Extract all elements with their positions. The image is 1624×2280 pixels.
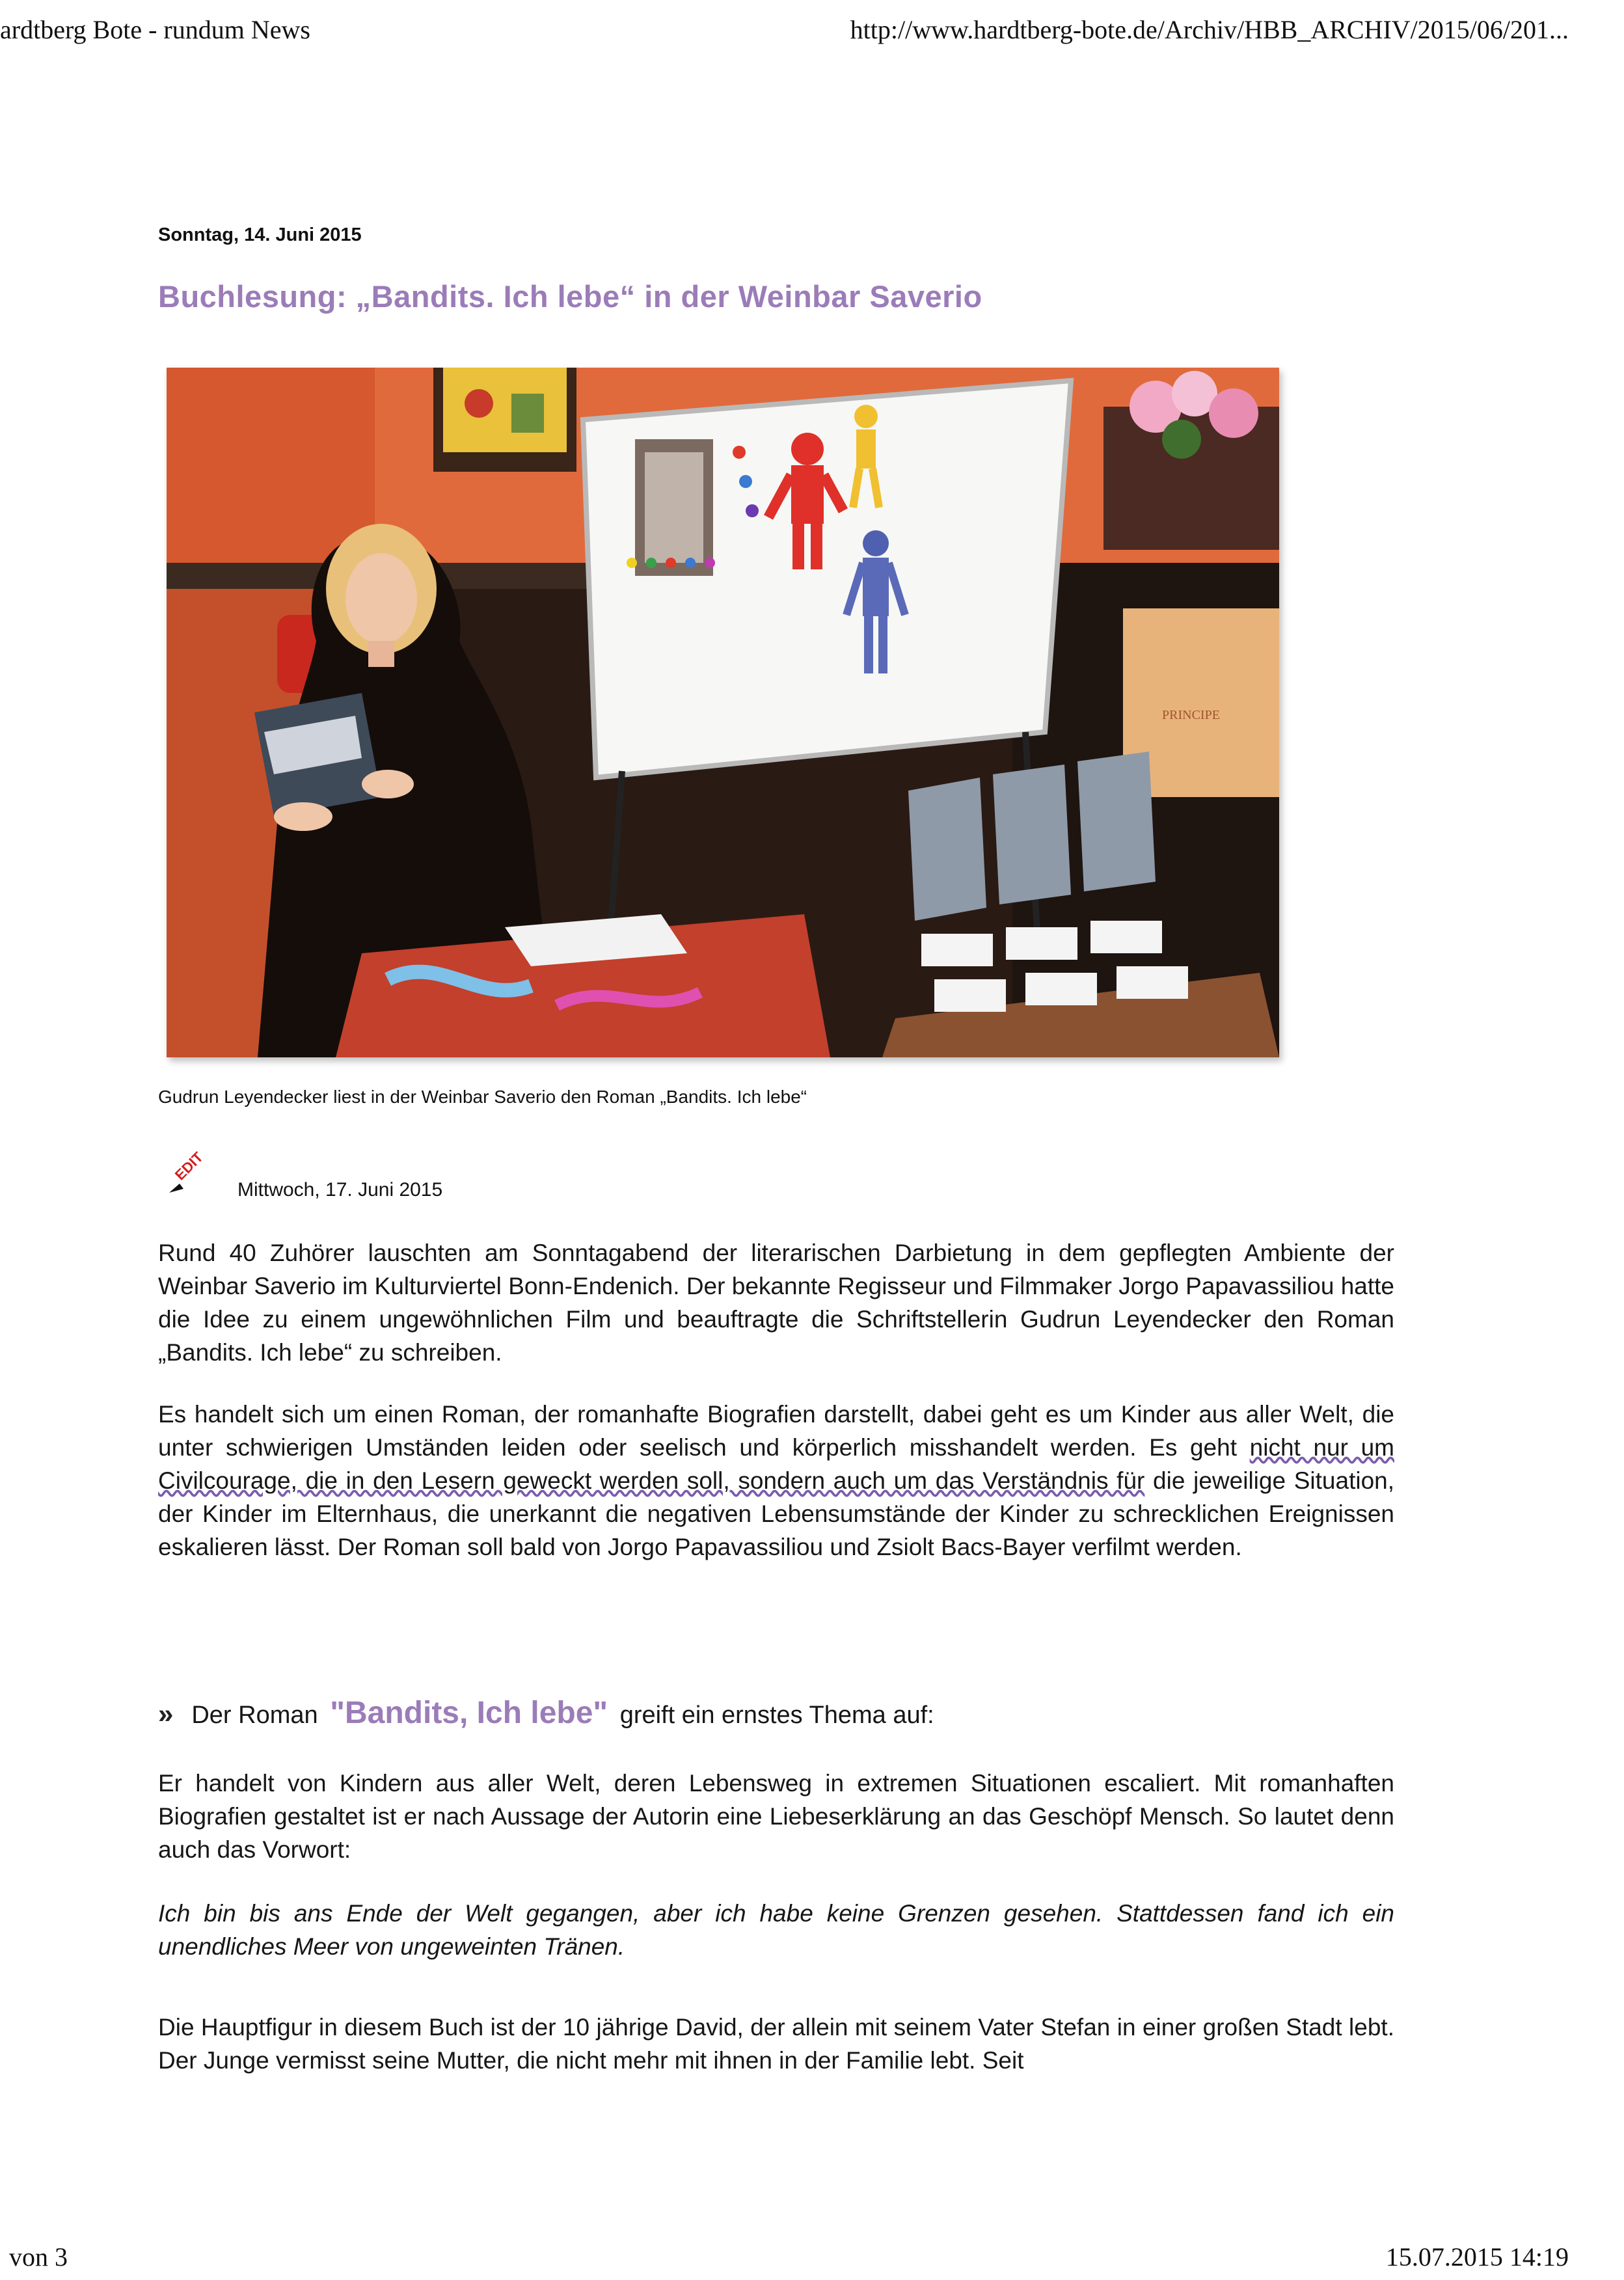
print-timestamp: 15.07.2015 14:19 xyxy=(1385,2242,1569,2272)
article-title[interactable]: Buchlesung: „Bandits. Ich lebe“ in der Weinbar Saverio xyxy=(158,279,982,314)
paragraph-5: Die Hauptfigur in diesem Buch ist der 10 jährige David, der allein mit seinem Vater Stefan in einer großen Stadt lebt. Der Junge vermisst seine Mutter, die nicht mehr mit ihnen in der Familie lebt. Seit xyxy=(158,2014,1394,2074)
print-page-count: von 3 xyxy=(9,2242,68,2272)
edit-label: EDIT xyxy=(171,1148,206,1184)
edit-icon[interactable] xyxy=(168,1142,233,1194)
edit-date: Mittwoch, 17. Juni 2015 xyxy=(237,1179,443,1201)
paragraph-2-underlined: nicht nur um Civilcourage, die in den Lesern geweckt werden soll, sondern auch um das Verständnis für xyxy=(158,1434,1394,1494)
roman-intro-line xyxy=(158,1695,934,1731)
roman-suffix: greift ein ernstes Thema auf: xyxy=(619,1702,934,1729)
paragraph-2 xyxy=(158,1398,1394,1564)
svg-text:PRINCIPE: PRINCIPE xyxy=(1162,708,1220,722)
reading-scene-image xyxy=(167,368,1279,1057)
paragraph-2-start: Es handelt sich um einen Roman, der romanhafte Biografien darstellt, dabei geht es um Kinder aus aller Welt, die unter schwierigen Umständen leiden oder seelisch und körperlich misshandelt werden. Es geht xyxy=(158,1401,1394,1461)
roman-prefix: Der Roman xyxy=(191,1702,318,1729)
foreword-quote: Ich bin bis ans Ende der Welt gegangen, aber ich habe keine Grenzen gesehen. Stattdessen fand ich ein unendliches Meer von ungeweinten Tränen. xyxy=(158,1900,1394,1960)
print-header xyxy=(0,14,1624,53)
paragraph-1: Rund 40 Zuhörer lauschten am Sonntagabend der literarischen Darbietung in dem gepflegten Ambiente der Weinbar Saverio im Kulturviertel Bonn-Endenich. Der bekannte Regisseur und Filmmaker Jorgo Papavassiliou hatte die Idee zu einem ungewöhnlichen Film und beauftragte die Schriftstellerin Gudrun Leyendecker den Roman „Bandits. Ich lebe“ zu schreiben. xyxy=(158,1240,1394,1366)
article-date: Sonntag, 14. Juni 2015 xyxy=(158,224,362,245)
photo-caption: Gudrun Leyendecker liest in der Weinbar Saverio den Roman „Bandits. Ich lebe“ xyxy=(158,1087,807,1107)
paragraph-2-end: die jeweilige Situation, der Kinder im Elternhaus, die unerkannt die negativen Lebensumstände der Kinder zu schrecklichen Ereignissen eskalieren lässt. Der Roman soll bald von Jorgo Papavassiliou und Zsiolt Bacs-Bayer verfilmt werden. xyxy=(158,1467,1394,1560)
article-photo xyxy=(167,368,1279,1057)
paragraph-3: Er handelt von Kindern aus aller Welt, deren Lebensweg in extremen Situationen escaliert. Mit romanhaften Biografien gestaltet ist er nach Aussage der Autorin eine Liebeserklärung an das Geschöpf Mensch. So lautet denn auch das Vorwort: xyxy=(158,1770,1394,1863)
print-site-title: ardtberg Bote - rundum News xyxy=(0,15,310,44)
roman-title[interactable]: "Bandits, Ich lebe" xyxy=(330,1696,608,1730)
print-url[interactable]: http://www.hardtberg-bote.de/Archiv/HBB_ARCHIV/2015/06/201... xyxy=(850,15,1569,44)
double-chevron-right-icon: » xyxy=(158,1698,174,1729)
